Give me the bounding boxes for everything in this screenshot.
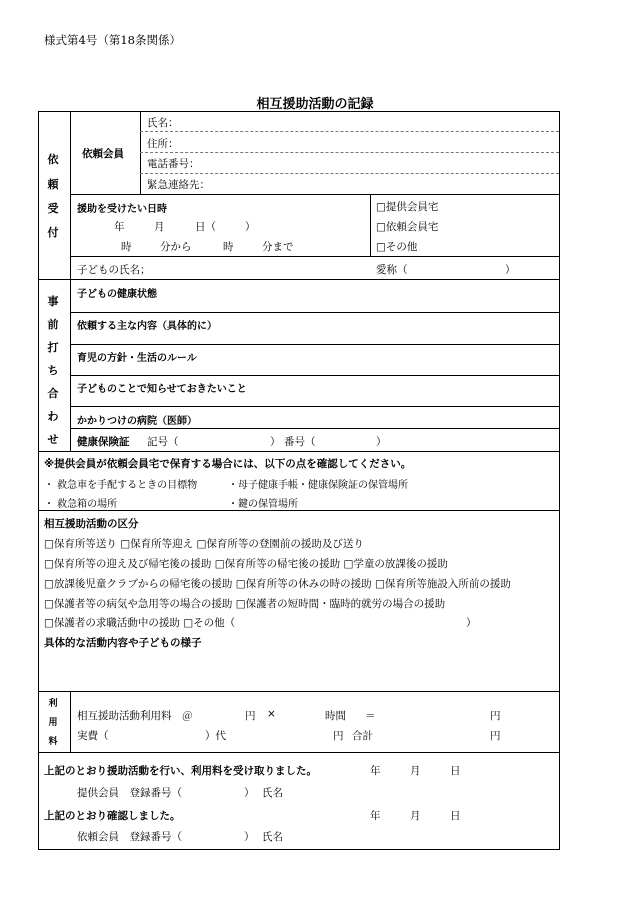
place-option-requester-home[interactable]: □依頼会員宅 <box>376 221 439 233</box>
activity-heading: 相互援助活動の区分 <box>44 518 139 530</box>
side-char: わ <box>47 410 59 423</box>
activity-options-line[interactable]: □放課後児童クラブからの帰宅後の援助 □保育所等の休みの時の援助 □保育所等施設入所前の援助 <box>44 578 511 590</box>
received-month-label: 月 <box>410 765 421 777</box>
fee-times-sign: × <box>267 708 276 720</box>
nickname-label: 愛称（ <box>376 264 408 276</box>
activity-details-heading: 具体的な活動内容や子どもの様子 <box>44 637 202 649</box>
field-address-label: 住所： <box>147 138 179 150</box>
insurance-symbol-label: 記号（ <box>147 436 179 448</box>
provider-name-label: 氏名 <box>262 787 283 799</box>
requester-registration-label: 依頼会員 登録番号（ <box>77 831 182 843</box>
time-minute-from-label: 分から <box>160 241 192 253</box>
fee-hours-label: 時間 <box>325 710 346 722</box>
fee-rate-label: 相互援助活動利用料 ＠ <box>77 710 193 722</box>
side-char: 依 <box>47 153 59 166</box>
child-name-label: 子どもの氏名； <box>77 264 151 276</box>
side-char: 付 <box>47 226 59 239</box>
fee-rate-yen: 円 <box>245 710 256 722</box>
notice-item-landmark: ・ 救急車を手配するときの目標物 <box>44 480 198 491</box>
document-title: 相互援助活動の記録 <box>256 97 374 112</box>
form-number: 様式第4号（第18条関係） <box>44 33 181 47</box>
time-hour-from-label: 時 <box>121 241 132 253</box>
requester-label: 依頼会員 <box>82 148 124 160</box>
side-char: 事 <box>47 295 59 308</box>
activity-other-close: ） <box>466 617 477 629</box>
total-yen: 円 <box>490 730 501 742</box>
field-emergency-contact-label: 緊急連絡先： <box>147 179 210 191</box>
side-char: 受 <box>47 202 59 215</box>
actual-cost-yen: 円 <box>333 730 344 742</box>
activity-options-line[interactable]: □保護者等の病気や急用等の場合の援助 □保護者の短時間・臨時的就労の場合の援助 <box>44 598 446 610</box>
side-char: 前 <box>47 318 59 331</box>
side-char: 打 <box>47 341 59 354</box>
side-char: ち <box>47 364 59 377</box>
total-label: 合計 <box>352 730 373 742</box>
field-phone-label: 電話番号： <box>147 158 200 170</box>
requester-registration-close: ） <box>244 831 255 843</box>
date-close-paren: ） <box>245 221 256 233</box>
activity-options-line[interactable]: □保護者の求職活動中の援助 □その他（ <box>44 617 236 629</box>
confirmed-statement: 上記のとおり確認しました。 <box>44 810 181 822</box>
place-option-provider-home[interactable]: □提供会員宅 <box>376 201 439 213</box>
place-option-other[interactable]: □その他 <box>376 241 418 253</box>
actual-cost-label: 実費（ <box>77 730 109 742</box>
requested-datetime-label: 援助を受けたい日時 <box>77 204 167 215</box>
time-minute-to-label: 分まで <box>262 241 294 253</box>
nickname-close-paren: ） <box>505 264 516 276</box>
field-name-label: 氏名： <box>147 117 179 129</box>
insurance-number-close: ） <box>376 436 387 448</box>
activity-options-line[interactable]: □保育所等の迎え及び帰宅後の援助 □保育所等の帰宅後の援助 □学童の放課後の援助 <box>44 558 448 570</box>
side-char: 料 <box>48 737 58 747</box>
insurance-symbol-close: ） <box>270 436 281 448</box>
provider-registration-label: 提供会員 登録番号（ <box>77 787 182 799</box>
provider-registration-close: ） <box>244 787 255 799</box>
notice-item-handbook-location: ・母子健康手帳・健康保険証の保管場所 <box>228 480 408 491</box>
child-health-label: 子どもの健康状態 <box>77 289 157 300</box>
fee-subtotal-yen: 円 <box>490 710 501 722</box>
date-month-label: 月 <box>154 221 165 233</box>
requester-name-label: 氏名 <box>262 831 283 843</box>
time-hour-to-label: 時 <box>223 241 234 253</box>
family-doctor-label: かかりつけの病院（医師） <box>77 416 197 427</box>
side-char: 利 <box>48 699 58 709</box>
notice-heading: ※提供会員が依頼会員宅で保育する場合には、以下の点を確認してください。 <box>44 458 412 470</box>
date-day-label: 日（ <box>195 221 216 233</box>
notice-item-first-aid-location: ・ 救急箱の場所 <box>44 499 118 510</box>
side-char: せ <box>47 433 59 446</box>
child-notes-label: 子どものことで知らせておきたいこと <box>77 384 247 395</box>
received-day-label: 日 <box>450 765 461 777</box>
received-year-label: 年 <box>370 765 381 777</box>
actual-cost-close: ）代 <box>205 730 226 742</box>
fee-received-statement: 上記のとおり援助活動を行い、利用料を受け取りました。 <box>44 765 317 777</box>
confirmed-day-label: 日 <box>450 810 461 822</box>
insurance-card-label: 健康保険証 <box>77 436 130 448</box>
activity-options-line[interactable]: □保育所等送り □保育所等迎え □保育所等の登園前の援助及び送り <box>44 538 364 550</box>
insurance-number-label: 番号（ <box>284 436 316 448</box>
side-char: 頼 <box>47 178 59 191</box>
date-year-label: 年 <box>114 221 125 233</box>
confirmed-month-label: 月 <box>410 810 421 822</box>
notice-item-key-location: ・鍵の保管場所 <box>228 499 298 510</box>
side-char: 合 <box>47 387 59 400</box>
side-char: 用 <box>48 718 58 728</box>
main-request-label: 依頼する主な内容（具体的に） <box>77 321 217 332</box>
fee-equals-sign: ＝ <box>365 710 376 722</box>
confirmed-year-label: 年 <box>370 810 381 822</box>
parenting-policy-label: 育児の方針・生活のルール <box>77 353 197 364</box>
